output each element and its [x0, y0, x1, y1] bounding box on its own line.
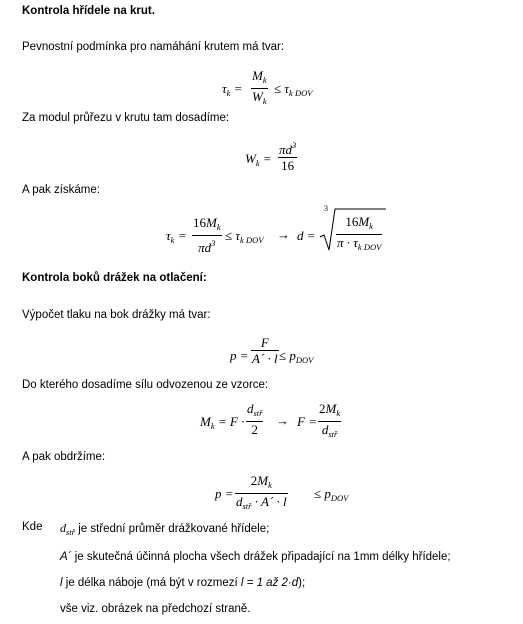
- pressure-intro-text: Výpočet tlaku na bok drážky má tvar:: [22, 309, 211, 321]
- result-text-1: A pak získáme:: [22, 184, 100, 196]
- legend-kde: Kde: [22, 521, 43, 533]
- arrow-icon: →: [277, 227, 290, 242]
- legend-item-note: vše viz. obrázek na předchozí straně.: [60, 603, 251, 615]
- result-text-2: A pak obdržíme:: [22, 451, 106, 463]
- legend-item-area: A´ je skutečná účinná plocha všech drážek připadající na 1mm délky hřídele;: [60, 551, 451, 563]
- intro-text: Pevnostní podmínka pro namáhání krutem má tvar:: [22, 41, 285, 53]
- modulus-text: Za modul průřezu v krutu tam dosadíme:: [22, 112, 230, 124]
- legend-item-dstr: $d_{stř}$ je střední průměr drážkované hřídele;: [60, 521, 270, 537]
- legend-item-length: l je délka náboje (má být v rozmezí l = 1 až 2·d);: [60, 577, 306, 589]
- arrow-icon: →: [276, 413, 289, 428]
- section-heading-torsion: Kontrola hřídele na krut.: [22, 5, 155, 17]
- force-text: Do kterého dosadíme sílu odvozenou ze vzorce:: [22, 379, 269, 391]
- section-heading-pressure: Kontrola boků drážek na otlačení:: [22, 272, 207, 284]
